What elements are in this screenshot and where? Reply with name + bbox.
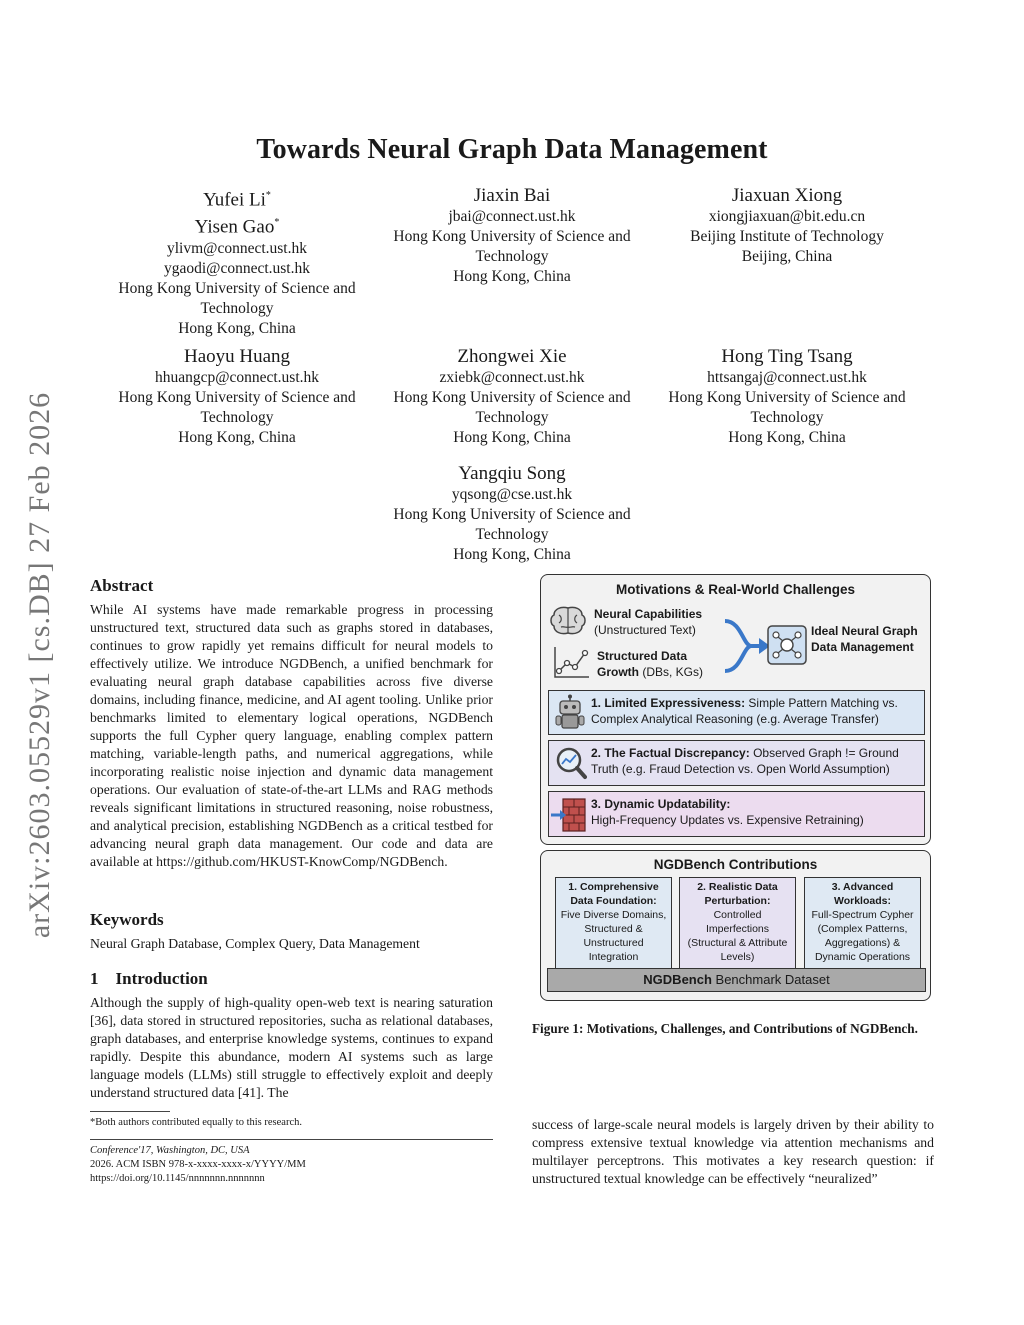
author-affiliation: Hong Kong University of Science and Technology <box>393 389 631 426</box>
author-affiliation: Hong Kong University of Science and Technology <box>118 279 356 317</box>
figure-caption: Figure 1: Motivations, Challenges, and Contributions of NGDBench. <box>532 1021 918 1036</box>
ideal-line-1: Ideal Neural Graph <box>811 624 918 638</box>
author-email: zxiebk@connect.ust.hk <box>439 369 585 386</box>
challenge-3-title: 3. Dynamic Updatability: <box>591 797 731 811</box>
author-affiliation: Beijing Institute of Technology <box>690 228 884 245</box>
contribution-3-title: 3. Advanced Workloads: <box>831 881 894 907</box>
author-location: Hong Kong, China <box>178 429 296 446</box>
author-block-1 <box>97 184 377 339</box>
growth-label: Growth <box>597 665 639 679</box>
author-affiliation: Hong Kong University of Science and Technology <box>118 389 356 426</box>
challenge-1-title: 1. Limited Expressiveness: <box>591 696 746 710</box>
structured-data-growth <box>597 648 703 680</box>
arxiv-identifier <box>20 370 60 960</box>
contribution-2 <box>679 877 796 975</box>
conference-rule <box>90 1139 493 1140</box>
footnote-rule <box>90 1111 170 1112</box>
challenge-2-text: Observed Graph != Ground Truth (e.g. Fraud Detection vs. Open World Assumption) <box>591 746 899 776</box>
author-name: Hong Ting Tsang <box>721 346 853 367</box>
introduction-heading: 1 Introduction <box>90 969 208 988</box>
author-name: Haoyu Huang <box>183 346 291 367</box>
contribution-3 <box>804 877 921 975</box>
author-affiliation: Hong Kong University of Science and Technology <box>668 389 906 426</box>
author-affiliation: Hong Kong University of Science and Technology <box>393 228 631 265</box>
author-email: jbai@connect.ust.hk <box>448 208 576 225</box>
author-location: Hong Kong, China <box>178 319 296 337</box>
author-block-3 <box>647 184 927 267</box>
motivations-panel <box>540 574 931 845</box>
author-location: Beijing, China <box>741 248 833 265</box>
author-name: Jiaxuan Xiong <box>731 185 843 206</box>
dataset-name: NGDBench <box>643 972 712 987</box>
brain-icon <box>549 605 587 637</box>
contribution-2-title: 2. Realistic Data Perturbation: <box>697 881 778 907</box>
author-block-4 <box>97 345 377 448</box>
author-name: Yisen Gao* <box>194 216 280 238</box>
author-name: Yufei Li* <box>203 189 271 211</box>
contribution-1-title: 1. Comprehensive Data Foundation: <box>568 881 659 907</box>
author-location: Hong Kong, China <box>453 268 571 285</box>
neural-capabilities <box>594 606 702 638</box>
footnote: *Both authors contributed equally to this research. <box>90 1117 302 1128</box>
motivations-title: Motivations & Real-World Challenges <box>615 582 856 597</box>
author-email: yqsong@cse.ust.hk <box>451 486 573 503</box>
author-email: httsangaj@connect.ust.hk <box>707 369 867 386</box>
keywords-heading: Keywords <box>90 910 164 929</box>
keywords-text: Neural Graph Database, Complex Query, Data Management <box>90 936 420 951</box>
introduction-text: Although the supply of high-quality open-web text is nearing saturation [36], data stored in structured repositories, sucha as relational databases, graph databases, and enterprise knowledge systems, continues to expand rapidly. Despite this abundance, modern AI systems such as large language models (LLMs) still struggle to effectively exploit and deeply understand structured data [41]. The <box>90 995 493 1100</box>
merge-arrow-icon <box>723 615 771 677</box>
conference-venue: Conference'17, Washington, DC, USA <box>90 1145 250 1156</box>
ideal-line-2: Data Management <box>811 640 914 654</box>
contribution-1 <box>555 877 672 975</box>
contributions-title: NGDBench Contributions <box>653 857 818 872</box>
author-block-2 <box>372 184 652 287</box>
author-email: xiongjiaxuan@bit.edu.cn <box>708 208 866 225</box>
author-block-7 <box>372 462 652 565</box>
challenge-1-text: Simple Pattern Matching vs. Complex Analytical Reasoning (e.g. Average Transfer) <box>591 696 898 726</box>
structured-data-sub: (DBs, KGs) <box>639 665 704 679</box>
contributions-panel <box>540 850 931 1001</box>
contribution-1-text: Five Diverse Domains, Structured & Unstructured Integration <box>560 909 667 963</box>
contribution-2-text: Controlled Imperfections (Structural & Attribute Levels) <box>687 909 788 963</box>
author-email: ygaodi@connect.ust.hk <box>164 259 310 277</box>
challenge-2-title: 2. The Factual Discrepancy: <box>591 746 750 760</box>
magnifier-chart-icon <box>555 746 587 780</box>
arxiv-id-text: arXiv:2603.05529v1 [cs.DB] 27 Feb 2026 <box>23 391 56 939</box>
author-name: Jiaxin Bai <box>473 185 551 206</box>
structured-data-label: Structured Data <box>597 649 688 663</box>
figure-1 <box>540 574 932 1002</box>
challenge-3-text: High-Frequency Updates vs. Expensive Retraining) <box>591 813 864 827</box>
author-location: Hong Kong, China <box>453 546 571 563</box>
challenge-factual-discrepancy <box>548 740 925 786</box>
benchmark-dataset-bar <box>547 968 926 992</box>
firewall-icon <box>551 797 587 833</box>
challenge-dynamic-updatability <box>548 791 925 837</box>
growth-chart-icon <box>553 645 591 679</box>
author-affiliation: Hong Kong University of Science and Technology <box>393 506 631 543</box>
dataset-label: Benchmark Dataset <box>711 972 830 987</box>
author-block-5 <box>372 345 652 448</box>
conference-isbn: 2026. ACM ISBN 978-x-xxxx-xxxx-x/YYYY/MM <box>90 1159 306 1170</box>
author-location: Hong Kong, China <box>728 429 846 446</box>
ideal-neural-graph <box>811 623 918 655</box>
right-column-text: success of large-scale neural models is largely driven by their ability to compress extensive textual knowledge via attention mechanisms and multilayer perceptrons. This motivates a key research question: if unstructured textual knowledge can be effectively “neuralized” <box>532 1117 934 1186</box>
contribution-3-text: Full-Spectrum Cypher (Complex Patterns, Aggregations) & Dynamic Operations <box>811 909 914 963</box>
author-email: hhuangcp@connect.ust.hk <box>154 369 320 386</box>
graph-database-icon <box>767 625 807 665</box>
robot-icon <box>555 694 585 730</box>
neural-capabilities-sub: (Unstructured Text) <box>594 623 696 637</box>
abstract-text: While AI systems have made remarkable progress in processing unstructured text, structured data such as graphs stored in databases, continues to grow rapidly yet remains difficult for neural models to effectively utilize. We introduce NGDBench, a unified benchmark for evaluating neural graph database capabilities across five diverse domains, including finance, medicine, and AI agent tooling. Unlike prior benchmarks limited to elementary logical operations, NGDBench supports the full Cypher query language, enabling complex pattern matching, variable-length paths, and numerical aggregations, while incorporating realistic noise injection and dynamic data management operations. Our evaluation of state-of-the-art LLMs and RAG methods reveals significant limitations in structured reasoning, noise robustness, and analytical precision, establishing NGDBench as a critical testbed for advancing neural graph data management. Our code and data are available at https://github.com/HKUST-KnowComp/NGDBench. <box>90 602 493 869</box>
author-name: Zhongwei Xie <box>457 346 567 367</box>
author-block-6 <box>647 345 927 448</box>
challenge-limited-expressiveness <box>548 690 925 735</box>
paper-title: Towards Neural Graph Data Management <box>256 134 768 165</box>
author-location: Hong Kong, China <box>453 429 571 446</box>
author-name: Yangqiu Song <box>458 463 566 484</box>
abstract-heading: Abstract <box>90 576 154 595</box>
neural-capabilities-label: Neural Capabilities <box>594 607 703 621</box>
author-email: ylivm@connect.ust.hk <box>167 239 307 257</box>
conference-doi: https://doi.org/10.1145/nnnnnnn.nnnnnnn <box>90 1173 265 1184</box>
